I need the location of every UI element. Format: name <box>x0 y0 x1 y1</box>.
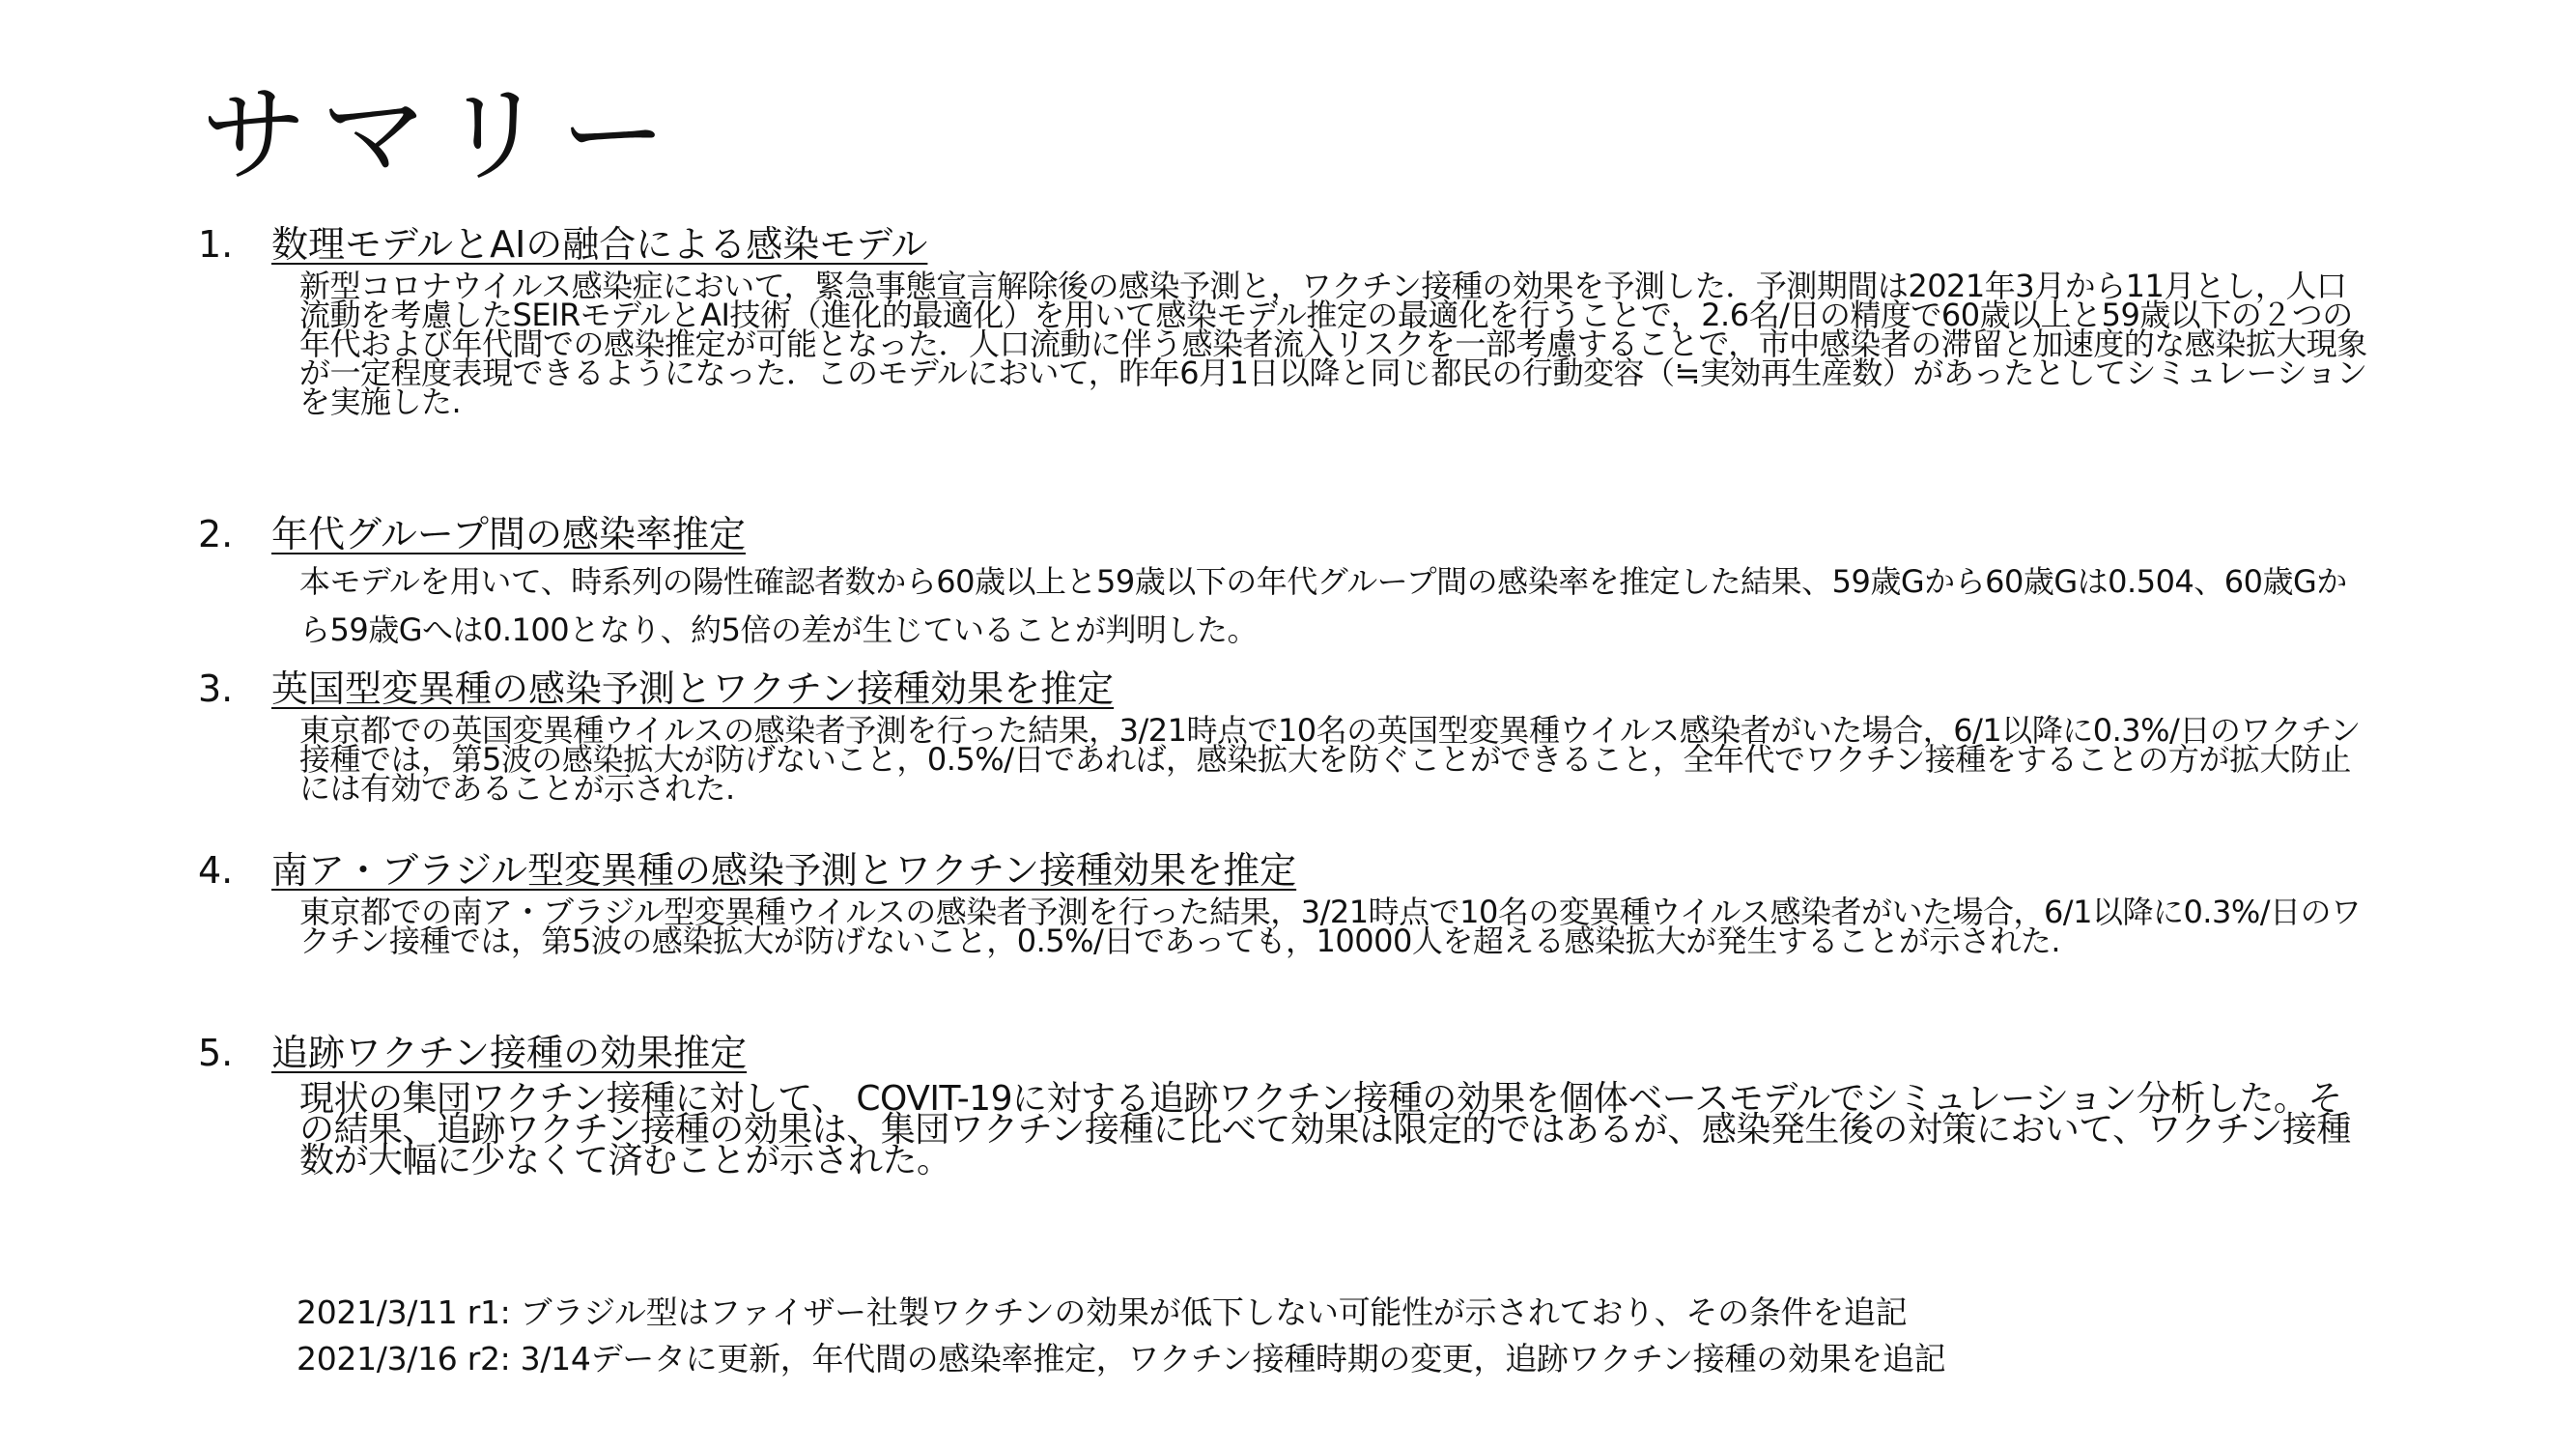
item-number: 2. <box>198 513 234 555</box>
revision-notes <box>297 1290 2518 1382</box>
item-body: 新型コロナウイルス感染症において，緊急事態宣言解除後の感染予測と，ワクチン接種の効果を予測した．予測期間は2021年3月から11月とし，人口流動を考慮したSEIRモデルとAI技術（進化的最適化）を用いて感染モデル推定の最適化を行うことで，2.6名/日の精度で60歳以上と59歳以下の２つの年代および年代間での感染推定が可能となった．人口流動に伴う感染者流入リスクを一部考慮することで，市中感染者の滞留と加速度的な感染拡大現象が一定程度表現できるようになった．このモデルにおいて，昨年6月1日以降と同じ都民の行動変容（≒実効再生産数）があったとしてシミュレーションを実施した. <box>299 268 2367 420</box>
item-body: 東京都での英国変異種ウイルスの感染者予測を行った結果，3/21時点で10名の英国型変異種ウイルス感染者がいた場合，6/1以降に0.3%/日のワクチン接種では，第5波の感染拡大が防げないこと，0.5%/日であれば，感染拡大を防ぐことができること，全年代でワクチン接種をすることの方が拡大防止には有効であることが示された. <box>299 712 2361 807</box>
item-number: 3. <box>198 668 234 710</box>
item-heading: 追跡ワクチン接種の効果推定 <box>271 1032 748 1074</box>
item-number: 4. <box>198 849 234 892</box>
item-body: 東京都での南ア・ブラジル型変異種ウイルスの感染者予測を行った結果，3/21時点で10名の変異種ウイルス感染者がいた場合，6/1以降に0.3%/日のワクチン接種では，第5波の感染拡大が防げないこと，0.5%/日であっても，10000人を超える感染拡大が発生することが示された. <box>299 894 2362 959</box>
item-body: 現状の集団ワクチン接種に対して、 COVIT-19に対する追跡ワクチン接種の効果を個体ベースモデルでシミュレーション分析した。その結果、追跡ワクチン接種の効果は、集団ワクチン接種に比べて効果は限定的ではあるが、感染発生後の対策において、ワクチン接種数が大幅に少なくて済むことが示された。 <box>299 1079 2351 1180</box>
revision-note: 2021/3/11 r1: ブラジル型はファイザー社製ワクチンの効果が低下しない可能性が示されており、その条件を追記 <box>297 1293 1908 1331</box>
item-heading: 年代グループ間の感染率推定 <box>271 513 746 555</box>
item-body: 本モデルを用いて、時系列の陽性確認者数から60歳以上と59歳以下の年代グループ間の感染率を推定した結果、59歳Gから60歳Gは0.504、60歳Gから59歳Gへは0.100となり、約5倍の差が生じていることが判明した。 <box>299 563 2347 648</box>
slide-title: サマリー <box>201 73 680 197</box>
item-number: 1. <box>198 223 234 266</box>
revision-note: 2021/3/16 r2: 3/14データに更新，年代間の感染率推定，ワクチン接種時期の変更，追跡ワクチン接種の効果を追記 <box>297 1340 1946 1378</box>
item-number: 5. <box>198 1032 234 1074</box>
item-heading: 数理モデルとAIの融合による感染モデル <box>271 223 928 266</box>
item-heading: 南ア・ブラジル型変異種の感染予測とワクチン接種効果を推定 <box>271 849 1297 892</box>
item-heading: 英国型変異種の感染予測とワクチン接種効果を推定 <box>271 668 1115 710</box>
